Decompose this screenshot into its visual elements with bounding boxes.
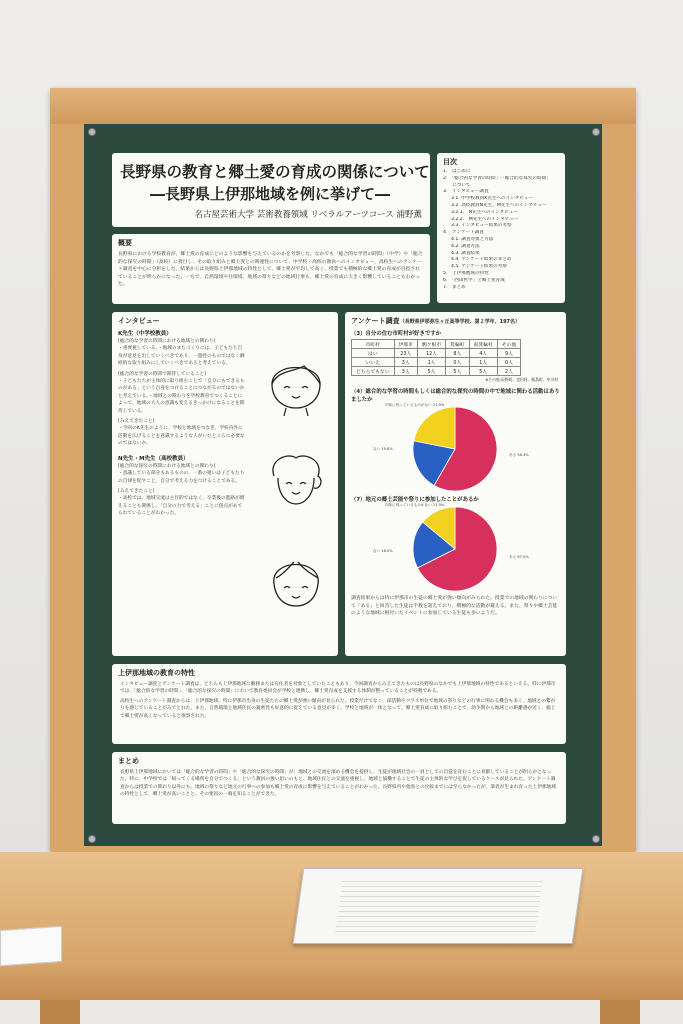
pie-chart-q7-wrap <box>345 505 566 593</box>
table-header-cell: 市町村 <box>352 340 395 349</box>
pie-label: ない 19.8% <box>373 447 393 451</box>
table-row <box>352 349 521 358</box>
feature-panel <box>112 664 566 744</box>
table-row <box>352 358 521 367</box>
toc-item: 4.3. 調査結果 <box>451 250 480 256</box>
poster-subtitle: ―長野県上伊那地域を例に挙げて― <box>150 185 391 203</box>
booklet-text-lines <box>335 877 543 935</box>
toc-item: 2. 「総合的な学習の時間」・「総合的な探究の時間」 <box>443 175 551 181</box>
nm-answer-1: ・意識している部分もあるものの、一番の狙いは子どもたちの自律を促すこと、自分で考える力をつけることである。 <box>118 471 245 484</box>
summary-panel <box>112 752 566 824</box>
toc-item: 4.5. アンケート結果の考察 <box>451 264 507 270</box>
nm-teacher-heading: N先生・M先生（高校教員） <box>118 455 189 462</box>
table-cell: 5人 <box>446 367 469 376</box>
pie-chart-q4-wrap <box>345 405 566 493</box>
pie-label: ある 58.3% <box>509 453 529 457</box>
k-question-2: [総合的な学習の時間で期待していること] <box>118 371 207 377</box>
survey-heading-title: アンケート調査 <box>351 317 400 325</box>
toc-item: 7. まとめ <box>443 284 466 290</box>
table-cell: いいえ <box>352 358 395 367</box>
pin-icon <box>592 835 600 843</box>
table-header-cell: 箕輪町 <box>446 340 469 349</box>
table-header-cell: 南箕輪村 <box>469 340 497 349</box>
pamphlet[interactable] <box>0 926 62 966</box>
table-cell: 1人 <box>417 358 445 367</box>
table-cell: 3人 <box>394 367 417 376</box>
toc-item: 4.1. 調査対象と方法 <box>451 236 494 242</box>
poster-author: 名古屋芸術大学 芸術教養領域 リベラルアーツコース 浦野薫 <box>194 210 422 220</box>
toc-item: 3.1. 中学校教員K先生へのインタビュー <box>451 196 533 202</box>
nm-question-1: [総合的な探究の時間における地域との関わり] <box>118 463 216 469</box>
table-cell: 3人 <box>394 358 417 367</box>
toc-item: 3.2.2. M先生へのインタビュー <box>451 216 519 222</box>
teacher-n-illustration <box>264 450 328 512</box>
poster-frame-top-rail <box>50 88 636 124</box>
pin-icon <box>592 128 600 136</box>
interview-heading: インタビュー <box>118 317 160 325</box>
k-teacher-heading: K先生（中学校教員） <box>118 331 172 337</box>
nm-question-2: [みえてきたこと] <box>118 488 155 494</box>
toc-item: 5. 上伊那地域の特性 <box>443 270 489 276</box>
toc-item: 6. 「西田哲学」と郷土愛育成 <box>443 277 505 283</box>
table-cell: 2人 <box>497 367 520 376</box>
table-leg <box>600 1000 640 1024</box>
table-cell: 0人 <box>446 358 469 367</box>
abstract-panel <box>112 234 430 304</box>
table-leg <box>40 1000 80 1024</box>
thesis-booklet[interactable] <box>293 868 584 944</box>
toc-item: 4.2. 調査方法 <box>451 243 480 249</box>
table-cell: 5人 <box>469 367 497 376</box>
summary-text: 長野県上伊那地域においては「総合的な学習の時間」や「総合的な探究の時間」が、地域との交流を深める機会を提供し、生徒が地域社会の一員としての自覚を育むことに貢献していることが明らかとなった。特に、中学校では「帰ってくる場所を自分でつくる」という教員の強い思いのもと、地域住民との交流を重視し、地域と協働することで生徒の主体的な学びを促しているケースが見られた。アンケート調査からは授業での関わり以外にも、地域の祭りなど地元の行事への参加も郷土愛の育成に影響を与えていることがわかった。長野県内や他県との比較までには至らなかったが、筆者が生まれ育った上伊那地域の特性として、郷土愛が高いことと、その要因の一端を知ることができた。 <box>120 770 556 798</box>
survey-heading-note: （長野県伊那弥生ヶ丘高等学校、第２学年、197名） <box>399 319 521 325</box>
pie-label: 印象に残っているものがない 21.9% <box>385 403 445 407</box>
survey-question-7: （7）地元の郷土芸能や祭りに参加したことがあるか <box>351 497 479 503</box>
feature-paragraph-1: インタビュー調査とアンケート調査は、どちらも上伊那地域に勤務または在住者を対象としていたこともあり、今回調査からみえてきたものは長野県のなかでも上伊那地域の特性であるといえる。特に伊那市では、「総合的な学習の時間」、「総合的な探究の時間」において教育委員会が学校と連携し、郷土愛育成を支援する体制が整っていることが特徴である。 <box>120 682 556 695</box>
toc-item: 3.2. 高校教員N先生、M先生へのインタビュー <box>451 202 547 208</box>
teacher-k-illustration <box>264 350 328 416</box>
survey-heading <box>351 316 560 326</box>
teacher-m-illustration <box>264 548 328 612</box>
table-header-cell: 駒ケ根市 <box>417 340 445 349</box>
toc-item: 1. はじめに <box>443 169 471 174</box>
feature-heading: 上伊那地域の教育の特性 <box>118 669 195 677</box>
table-cell: はい <box>352 349 395 358</box>
toc-item: 3. インタビュー調査 <box>443 189 489 195</box>
table-cell: 12人 <box>417 349 445 358</box>
toc-list <box>437 169 565 291</box>
table-cell: 8人 <box>446 349 469 358</box>
toc-heading: 目次 <box>443 158 457 166</box>
table-cell: どちらでもない <box>352 367 395 376</box>
pin-icon <box>88 128 96 136</box>
title-panel <box>112 153 430 227</box>
survey-table-header <box>352 340 521 349</box>
nm-answer-2: ・高校では、地域交流は主目的ではなく、卒業後の進路が増えることも関係し、「自分の力で考える」ことに焦点があてられていることがわかった。 <box>118 496 245 517</box>
survey-question-4: （4）総合的な学習の時間もしくは総合的な探究の時間の中で地域に関わる活動はありましたか <box>351 389 560 403</box>
k-answer-1: ・重要視している。・地域のまちづくりには、子どもたち自身が意見を出していくべきであり、一過性のものではなく継続的な取り組みにしていくべきであると考えている。 <box>118 346 245 367</box>
k-question-1: [総合的な学習の時間における地域との関わり] <box>118 339 216 344</box>
toc-item: 4.4. アンケート結果のまとめ <box>451 257 512 263</box>
toc-item: について <box>443 182 471 188</box>
table-cell: 4人 <box>469 349 497 358</box>
pie-label: ある 67.5% <box>509 555 529 559</box>
pin-icon <box>88 835 96 843</box>
table-header-cell: その他 <box>497 340 520 349</box>
toc-item: 3.2.1. N先生へのインタビュー <box>451 209 518 215</box>
table-header-cell: 伊那市 <box>394 340 417 349</box>
table-cell: 23人 <box>394 349 417 358</box>
survey-table-note: ※その他:辰野町、宮田村、飯島町、中川村 <box>485 377 558 382</box>
k-answer-3: ・今回のK先生のように、学校と地域をつなぎ、学校内外に活動を広げることを意識するような人がいたところに必要なのではないか。 <box>118 426 245 447</box>
survey-conclusion: 調査結果からは特に伊那市の生徒の郷土愛が強い傾向がみられた。授業での地域の関わりについて「ある」と回答した生徒は半数を超えており、積極的な活動が窺える。また、祭りや郷土芸能のような地域に根付いたイベントに参加している生徒も多いようだ。 <box>351 596 558 617</box>
abstract-text: 長野県における学校教育が、郷土愛の育成にどのような影響を与えているのかを考察した。なかでも「総合的な学習の時間」（中学）や「総合的な探究の時間」（高校）に着目し、その取り組みと郷土愛との関連性について、中学校・高校の教員へのインタビュー、高校生へのアンケート調査を中心に分析をした。結果からは長野県上伊那地域の特性として、郷土愛が平均して高く、授業でも積極的な郷土愛の育成が目指されていることが明らかになった。一方で、自然環境や住環境、地域の祭りなどの地域行事も、郷土愛の育成に大きく影響していることもわかった。 <box>118 252 423 288</box>
interview-panel <box>112 312 338 656</box>
toc-panel <box>437 153 565 303</box>
summary-heading: まとめ <box>118 757 139 765</box>
k-answer-2: ・子どもたちが主体的に取り組むことで「自分にもできるものがある」という自身をつけることにつながるのではないかと考えている。・地域との関わりを学校教育でつくることによって、地域の大人の意識も変えるきっかけになることを期待している。 <box>118 379 245 414</box>
survey-panel <box>345 312 566 656</box>
wooden-table-edge <box>0 960 683 1000</box>
table-row <box>352 367 521 376</box>
pie-label: ない 18.5% <box>373 549 393 553</box>
survey-table <box>351 339 521 376</box>
pie-label: 印象に残っているものがない 13.9% <box>385 503 445 507</box>
toc-item: 3.3. インタビュー結果の考察 <box>451 223 512 229</box>
abstract-heading: 概要 <box>118 239 132 247</box>
feature-paragraph-2: 高校生へのアンケート調査からは、上伊那地域、特に伊那市出身の生徒たちの郷土愛が強い傾向が見られた。授業だけでなく、部活動やクラス単位で地域の祭りなどの行事に関わる機会も多く、地域との繋がりを感じていることがみてとれた。また、自然環境と地域住民の親密性も好意的に捉えている意見が多く、学校と地域が一体となって、郷土愛育成に取り組むことで、幼少期から地域との距離感が近く、総じて郷土愛が高くなっていると推察された。 <box>120 698 556 719</box>
survey-question-3: （3）自分の住む市町村が好きですか <box>351 331 442 337</box>
toc-item: 4. アンケート調査 <box>443 230 484 236</box>
table-cell: 1人 <box>469 358 497 367</box>
table-cell: 5人 <box>417 367 445 376</box>
table-cell: 0人 <box>497 358 520 367</box>
k-question-3: [みえてきたこと] <box>118 419 155 425</box>
poster-title: 長野県の教育と郷土愛の育成の関係について <box>120 163 430 181</box>
table-cell: 9人 <box>497 349 520 358</box>
